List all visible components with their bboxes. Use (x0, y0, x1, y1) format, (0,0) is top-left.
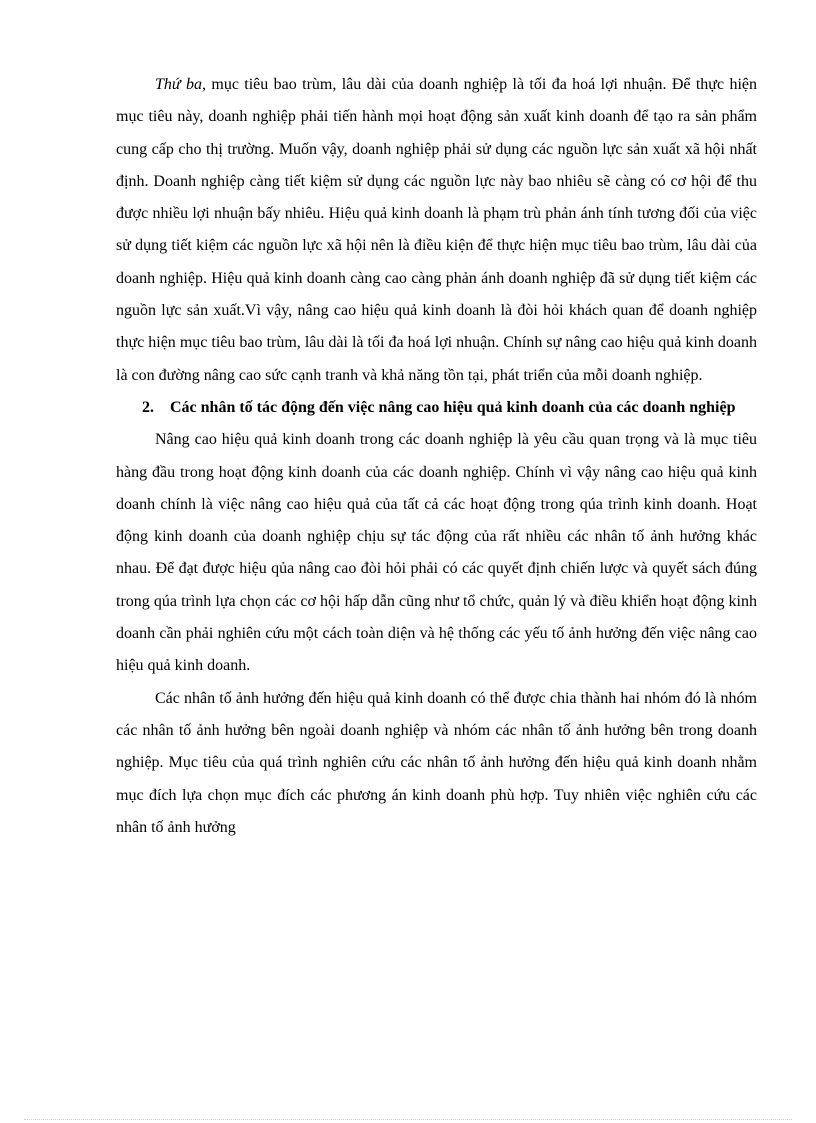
paragraph-3: Các nhân tố ảnh hưởng đến hiệu quả kinh doanh có thể được chia thành hai nhóm đó là nhóm các nhân tố ảnh hưởng bên ngoài doanh nghiệp và nhóm các nhân tố ảnh hưởng bên trong doanh nghiệp. Mục tiêu của quá trình nghiên cứu các nhân tố ảnh hưởng đến hiệu quả kinh doanh nhằm mục đích lựa chọn mục đích các phương án kinh doanh phù hợp. Tuy nhiên việc nghiên cứu các nhân tố ảnh hưởng (116, 689, 757, 836)
page-footer-rule (24, 1119, 792, 1120)
paragraph-1 (116, 69, 757, 392)
section-heading-number: 2. (142, 398, 154, 416)
paragraph-1-lead: Thứ ba, (155, 76, 206, 93)
section-heading-text: Các nhân tố tác động đến việc nâng cao hiệu quả kinh doanh của các doanh nghiệp (170, 398, 736, 416)
paragraph-2: Nâng cao hiệu quả kinh doanh trong các doanh nghiệp là yêu cầu quan trọng và là mục tiêu hàng đầu trong hoạt động kinh doanh của các doanh nghiệp. Chính vì vậy nâng cao hiệu quả kinh doanh chính là việc nâng cao hiệu quả của tất cả các hoạt động trong qúa trình kinh doanh. Hoạt động kinh doanh của doanh nghiệp chịu sự tác động của rất nhiều các nhân tố ảnh hưởng khác nhau. Để đạt được hiệu qủa nâng cao đòi hỏi phải có các quyết định chiến lược và quyết sách đúng trong qúa trình lựa chọn các cơ hội hấp dẫn cũng như tổ chức, quản lý và điều khiển hoạt động kinh doanh cần phải nghiên cứu một cách toàn diện và hệ thống các yếu tố ảnh hưởng đến việc nâng cao hiệu quả kinh doanh. (116, 431, 757, 675)
document-page (116, 69, 757, 844)
section-heading (116, 392, 757, 424)
paragraph-1-body: mục tiêu bao trùm, lâu dài của doanh nghiệp là tối đa hoá lợi nhuận. Để thực hiện mục tiêu này, doanh nghiệp phải tiến hành mọi hoạt động sản xuất kinh doanh để tạo ra sản phẩm cung cấp cho thị trường. Muốn vậy, doanh nghiệp phải sử dụng các nguồn lực sản xuất xã hội nhất định. Doanh nghiệp càng tiết kiệm sử dụng các nguồn lực này bao nhiêu sẽ càng có cơ hội để thu được nhiều lợi nhuận bấy nhiêu. Hiệu quả kinh doanh là phạm trù phản ánh tính tương đối của việc sử dụng tiết kiệm các nguồn lực xã hội nên là điều kiện để thực hiện mục tiêu bao trùm, lâu dài của doanh nghiệp. Hiệu quả kinh doanh càng cao càng phản ánh doanh nghiệp đã sử dụng tiết kiệm các nguồn lực sản xuất.Vì vậy, nâng cao hiệu quả kinh doanh là đòi hỏi khách quan để doanh nghiệp thực hiện mục tiêu bao trùm, lâu dài là tối đa hoá lợi nhuận. Chính sự nâng cao hiệu quả kinh doanh là con đường nâng cao sức cạnh tranh và khả năng tồn tại, phát triển của mỗi doanh nghiệp. (116, 76, 757, 384)
